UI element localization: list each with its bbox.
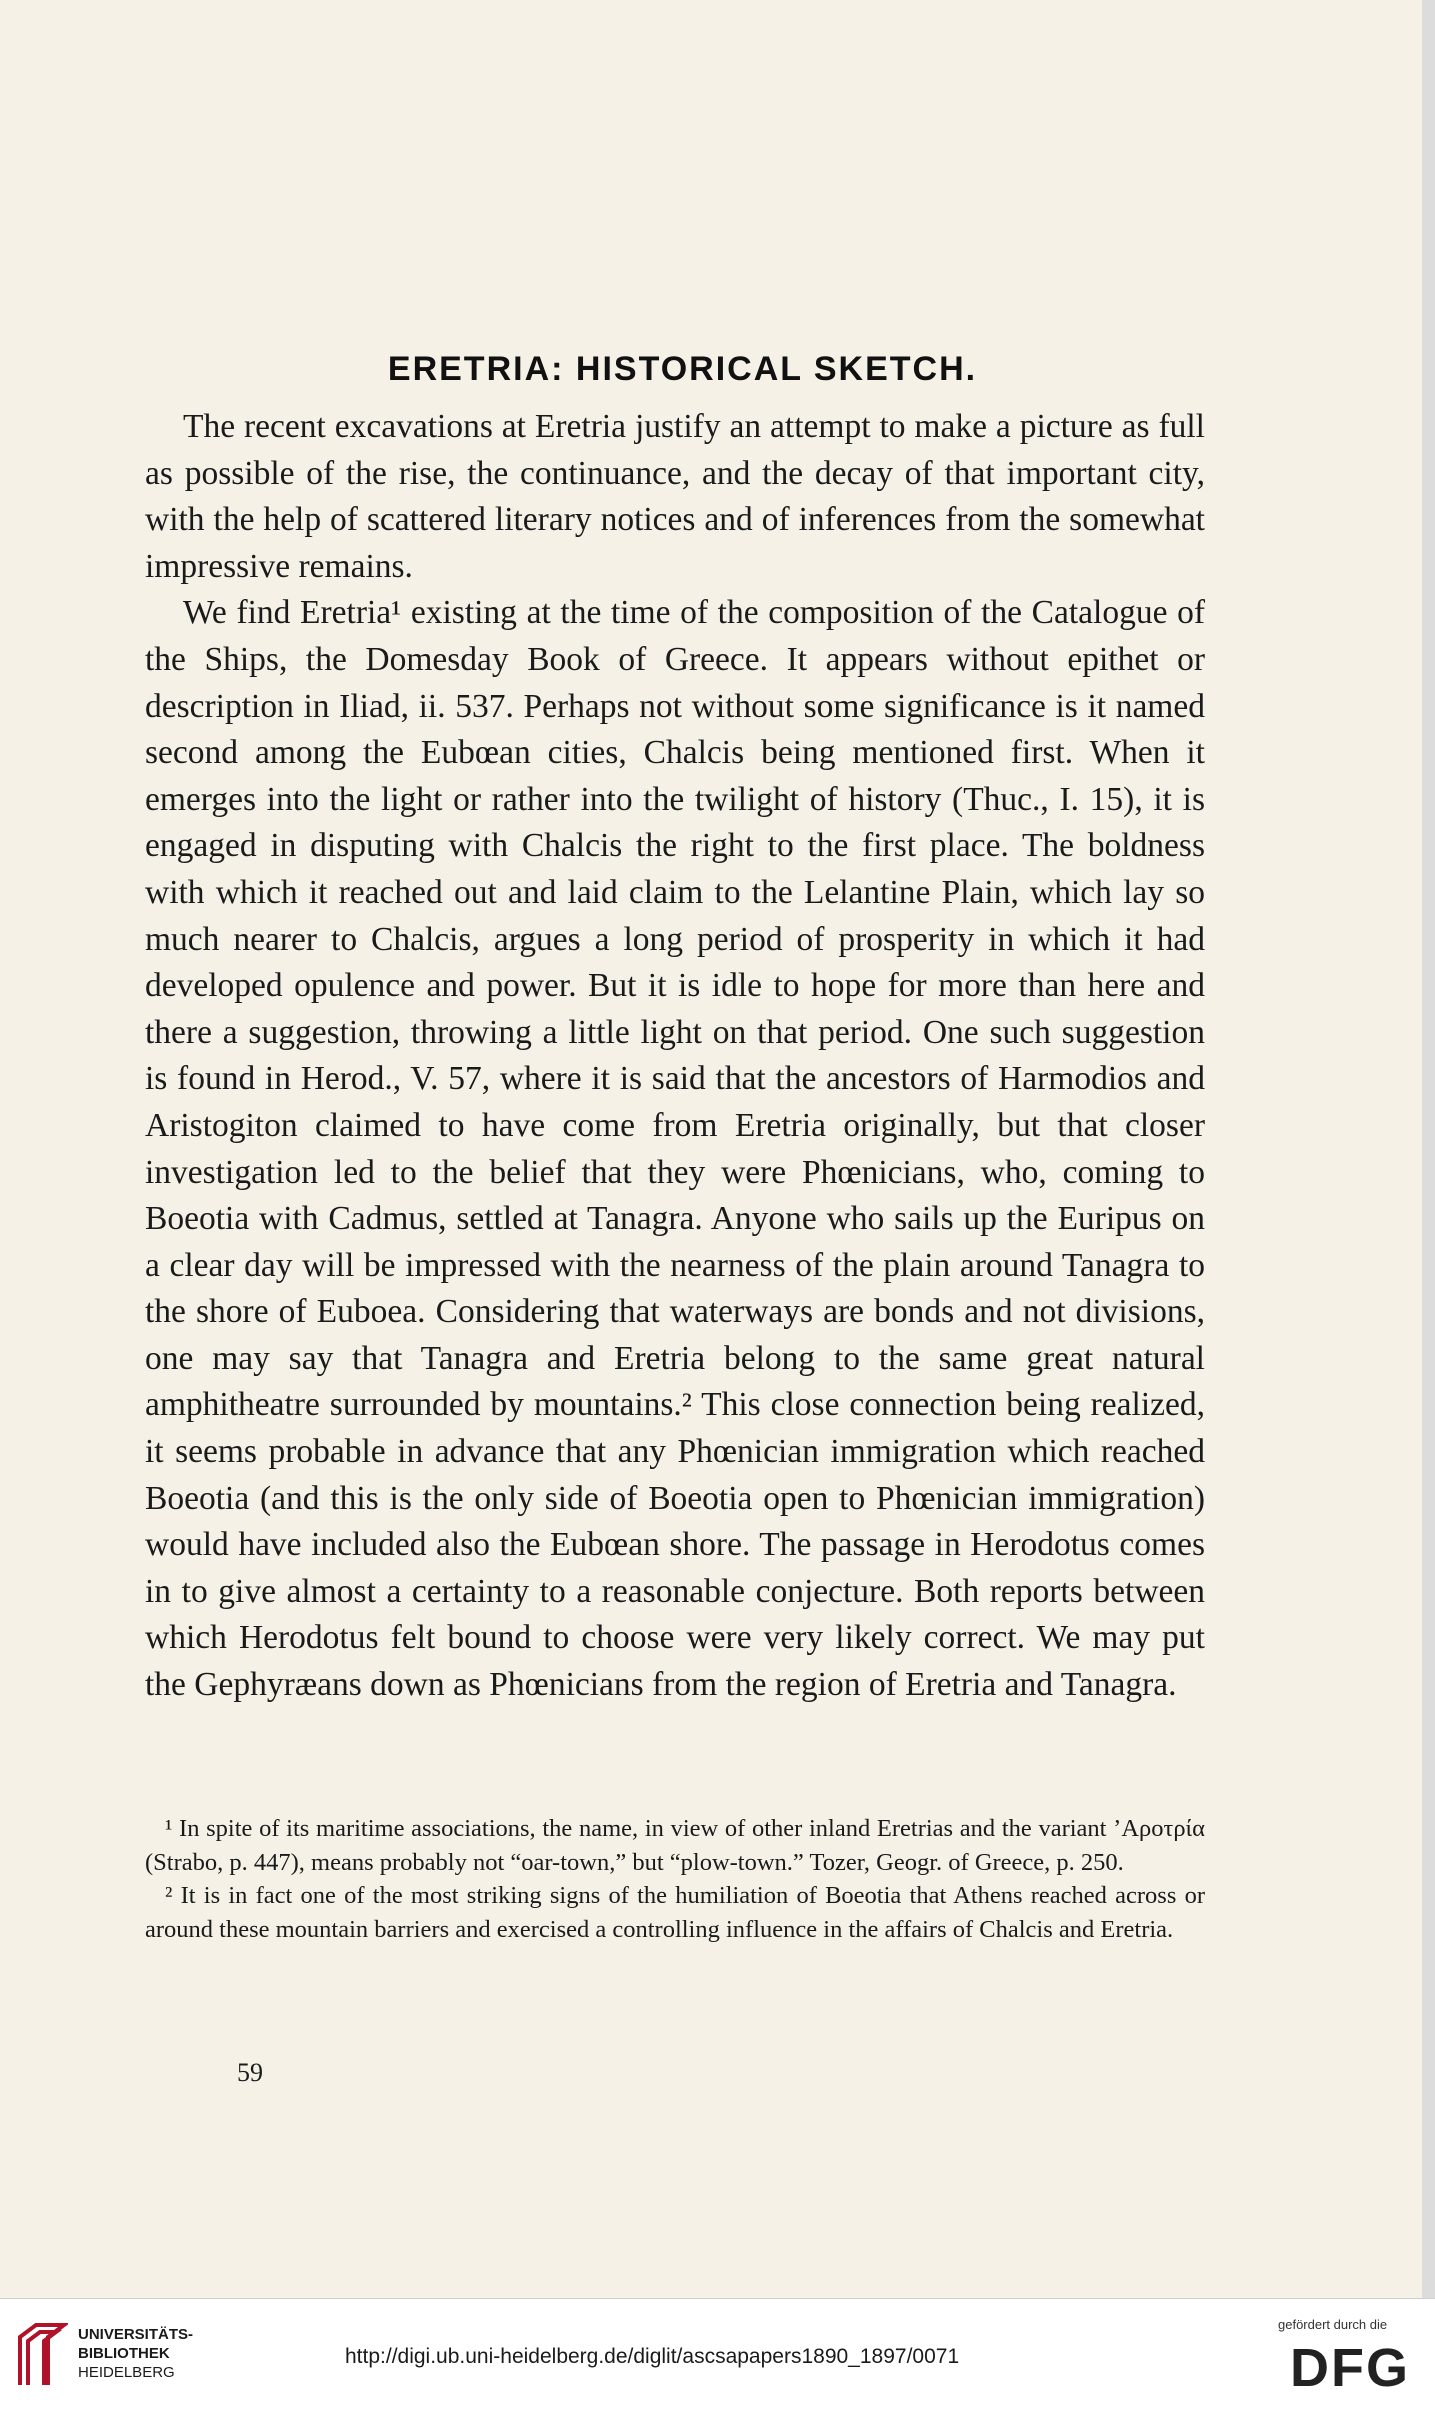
page-number: 59: [237, 2058, 263, 2087]
footnote-2: ² It is in fact one of the most striking signs of the humiliation of Boeotia that Athens reached across or around these mountain barriers and exercised a controlling influence in the affairs of Chalcis and Eretria.: [145, 1882, 1205, 1943]
scan-edge: [1422, 0, 1435, 2298]
viewer-footer: [0, 2298, 1435, 2417]
body-text: [145, 404, 1205, 1709]
university-library-logo-icon: [14, 2321, 68, 2389]
footnote-1: ¹ In spite of its maritime associations, the name, in view of other inland Eretrias and the variant ’Αροτρία (Strabo, p. 447), means probably not “oar-town,” but “plow-town.” Tozer, Geogr. of Greece, p. 250.: [145, 1815, 1205, 1876]
funding-caption: gefördert durch die: [1278, 2317, 1388, 2332]
permalink-url[interactable]: http://digi.ub.uni-heidelberg.de/diglit/ascsapapers1890_1897/0071: [345, 2345, 960, 2368]
library-line-3: HEIDELBERG: [78, 2364, 175, 2381]
footnotes: [145, 1812, 1205, 1946]
paragraph-1: The recent excavations at Eretria justify an attempt to make a picture as full as possible of the rise, the continuance, and the decay of that important city, with the help of scattered literary notices and of inferences from the somewhat impressive remains.: [145, 408, 1205, 585]
library-line-2: BIBLIOTHEK: [78, 2345, 170, 2362]
page-title: ERETRIA: HISTORICAL SKETCH.: [387, 350, 978, 388]
library-line-1: UNIVERSITÄTS-: [78, 2326, 194, 2343]
dfg-logo: DFG: [1290, 2338, 1410, 2398]
library-name: [78, 2325, 193, 2382]
paragraph-2: We find Eretria¹ existing at the time of the composition of the Catalogue of the Ships, the Domesday Book of Greece. It appears without epithet or description in Iliad, ii. 537. Perhaps not without some significance is it named second among the Eubœan cities, Chalcis being mentioned first. When it emerges into the light or rather into the twilight of history (Thuc., I. 15), it is engaged in disputing with Chalcis the right to the first place. The boldness with which it reached out and laid claim to the Lelantine Plain, which lay so much nearer to Chalcis, argues a long period of prosperity in which it had developed opulence and power. But it is idle to hope for more than here and there a suggestion, throwing a little light on that period. One such suggestion is found in Herod., V. 57, where it is said that the ancestors of Harmodios and Aristogiton claimed to have come from Eretria originally, but that closer investigation led to the belief that they were Phœnicians, who, coming to Boeotia with Cadmus, settled at Tanagra. Anyone who sails up the Euripus on a clear day will be impressed with the nearness of the plain around Tanagra to the shore of Euboea. Considering that waterways are bonds and not divisions, one may say that Tanagra and Eretria belong to the same great natural amphitheatre surrounded by mountains.² This close connection being realized, it seems probable in advance that any Phœnician immigration which reached Boeotia (and this is the only side of Boeotia open to Phœnician immigration) would have included also the Eubœan shore. The passage in Herodotus comes in to give almost a certainty to a reasonable conjecture. Both reports between which Herodotus felt bound to choose were very likely correct. We may put the Gephyræans down as Phœnicians from the region of Eretria and Tanagra.: [145, 594, 1205, 1704]
